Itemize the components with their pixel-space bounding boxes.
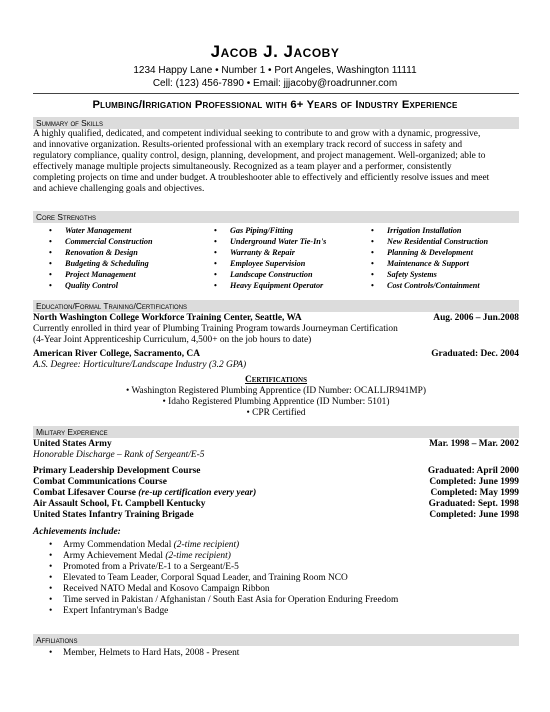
military-branch-row bbox=[33, 439, 519, 450]
achievement-note: (2-time recipient) bbox=[165, 551, 231, 561]
skill-item: • Gas Piping/Fitting bbox=[230, 226, 293, 237]
education-detail: (4-Year Joint Apprenticeship Curriculum, 4,500+ on the job hours to date) bbox=[33, 335, 312, 345]
achievements-heading: Achievements include: bbox=[33, 527, 121, 537]
section-heading-core-strengths: Core Strengths bbox=[33, 211, 519, 223]
skill-item: • New Residential Construction bbox=[387, 237, 488, 248]
skill-item: • Renovation & Design bbox=[65, 248, 138, 259]
skill-item: • Safety Systems bbox=[387, 270, 437, 281]
achievement-text: Army Commendation Medal bbox=[63, 540, 174, 550]
achievement-text: Received NATO Medal and Kosovo Campaign Ribbon bbox=[63, 584, 270, 594]
education-entry-1 bbox=[33, 313, 519, 324]
skill-item: • Heavy Equipment Operator bbox=[230, 281, 323, 292]
school-dates: Graduated: Dec. 2004 bbox=[431, 349, 519, 359]
summary-line: A highly qualified, dedicated, and competent individual seeking to contribute to and grow with a dynamic, progressive, bbox=[33, 129, 481, 139]
address-line: 1234 Happy Lane • Number 1 • Port Angeles, Washington 11111 bbox=[133, 65, 417, 76]
course-date: Completed: June 1998 bbox=[429, 510, 519, 520]
skill-item: • Landscape Construction bbox=[230, 270, 313, 281]
summary-text bbox=[33, 129, 519, 194]
achievement-item bbox=[63, 562, 239, 573]
summary-line: and achieve challenging goals and objectives. bbox=[33, 183, 205, 194]
course-row bbox=[33, 510, 519, 521]
achievement-item bbox=[63, 606, 168, 617]
course-row bbox=[33, 466, 519, 477]
skill-item: • Irrigation Installation bbox=[387, 226, 461, 237]
education-entry-2 bbox=[33, 349, 519, 360]
military-branch: United States Army bbox=[33, 439, 112, 449]
course-row bbox=[33, 499, 519, 510]
summary-line: completing projects on time and under budget. A troubleshooter able to effectively and efficiently resolve issues and meet bbox=[33, 172, 490, 183]
achievement-note: (2-time recipient) bbox=[173, 540, 240, 550]
school-dates: Aug. 2006 – Jun.2008 bbox=[433, 313, 519, 323]
skill-item: • Quality Control bbox=[65, 281, 118, 292]
certification-item: • Washington Registered Plumbing Apprentice (ID Number: OCALLJR941MP) bbox=[126, 386, 426, 396]
discharge-line: Honorable Discharge – Rank of Sergeant/E-5 bbox=[33, 450, 205, 460]
achievement-item bbox=[63, 551, 231, 562]
course-name: Primary Leadership Development Course bbox=[33, 466, 201, 476]
skill-item: • Project Management bbox=[65, 270, 136, 281]
achievement-text: Elevated to Team Leader, Corporal Squad Leader, and Training Room NCO bbox=[63, 573, 348, 583]
skill-item: • Maintenance & Support bbox=[387, 259, 469, 270]
achievement-text: Time served in Pakistan / Afghanistan / South East Asia for Operation Enduring Freedom bbox=[63, 595, 399, 605]
summary-line: regulatory compliance, quality control, design, planning, development, and project management. Well-organized; able to bbox=[33, 150, 486, 161]
education-detail: Currently enrolled in third year of Plumbing Training Program towards Journeyman Certification bbox=[33, 324, 398, 334]
certification-item: • CPR Certified bbox=[246, 408, 306, 418]
skill-item: • Planning & Development bbox=[387, 248, 473, 259]
certifications-heading-text: Certifications bbox=[244, 375, 308, 385]
contact-line: Cell: (123) 456-7890 • Email: jjjacoby@roadrunner.com bbox=[152, 78, 398, 89]
course-name: United States Infantry Training Brigade bbox=[33, 510, 194, 520]
course-date: Graduated: Sept. 1998 bbox=[428, 499, 519, 509]
course-name: Combat Communications Course bbox=[33, 477, 167, 487]
achievement-item bbox=[63, 584, 270, 595]
skill-item: • Cost Controls/Containment bbox=[387, 281, 480, 292]
school-name: American River College, Sacramento, CA bbox=[33, 349, 200, 359]
section-heading-affiliations: Affiliations bbox=[33, 634, 519, 646]
skill-item: • Water Management bbox=[65, 226, 132, 237]
service-dates: Mar. 1998 – Mar. 2002 bbox=[429, 439, 519, 449]
header-divider bbox=[33, 93, 519, 94]
course-note: (re-up certification every year) bbox=[135, 488, 257, 498]
achievement-text: Promoted from a Private/E-1 to a Sergeant/E-5 bbox=[63, 562, 239, 572]
course-date: Completed: May 1999 bbox=[430, 488, 519, 498]
achievement-text: Army Achievement Medal bbox=[63, 551, 166, 561]
skill-item: • Warranty & Repair bbox=[230, 248, 295, 259]
achievement-item bbox=[63, 540, 239, 551]
course-date: Graduated: April 2000 bbox=[427, 466, 519, 476]
skill-item: • Commercial Construction bbox=[65, 237, 153, 248]
school-name: North Washington College Workforce Training Center, Seattle, WA bbox=[33, 313, 302, 323]
skill-item: • Employee Supervision bbox=[230, 259, 305, 270]
affiliation-item: • Member, Helmets to Hard Hats, 2008 - Present bbox=[63, 648, 239, 659]
course-date: Completed: June 1999 bbox=[429, 477, 519, 487]
certification-item: • Idaho Registered Plumbing Apprentice (ID Number: 5101) bbox=[162, 397, 390, 407]
achievement-item bbox=[63, 573, 348, 584]
candidate-name: Jacob J. Jacoby bbox=[210, 42, 340, 61]
summary-line: effectively manage multiple projects simultaneously. Recognized as a team player and a performer, consistently bbox=[33, 161, 452, 172]
skill-item: • Budgeting & Scheduling bbox=[65, 259, 149, 270]
section-heading-education: Education/Formal Training/Certifications bbox=[33, 300, 519, 312]
course-row bbox=[33, 477, 519, 488]
course-name: Combat Lifesaver Course bbox=[33, 488, 136, 498]
section-heading-summary: Summary of Skills bbox=[33, 117, 519, 129]
summary-line: and innovative organization. Results-oriented professional with an exemplary track record of success in safety and bbox=[33, 139, 463, 150]
section-heading-military: Military Experience bbox=[33, 426, 519, 438]
professional-title: Plumbing/Irrigation Professional with 6+ Years of Industry Experience bbox=[92, 99, 458, 111]
achievement-item bbox=[63, 595, 398, 606]
course-name: Air Assault School, Ft. Campbell Kentucky bbox=[33, 499, 206, 509]
degree-line: A.S. Degree: Horticulture/Landscape Industry (3.2 GPA) bbox=[33, 360, 247, 370]
certifications-heading bbox=[33, 375, 519, 386]
achievement-text: Expert Infantryman's Badge bbox=[63, 606, 169, 616]
skill-item: • Underground Water Tie-In's bbox=[230, 237, 326, 248]
course-row bbox=[33, 488, 519, 499]
